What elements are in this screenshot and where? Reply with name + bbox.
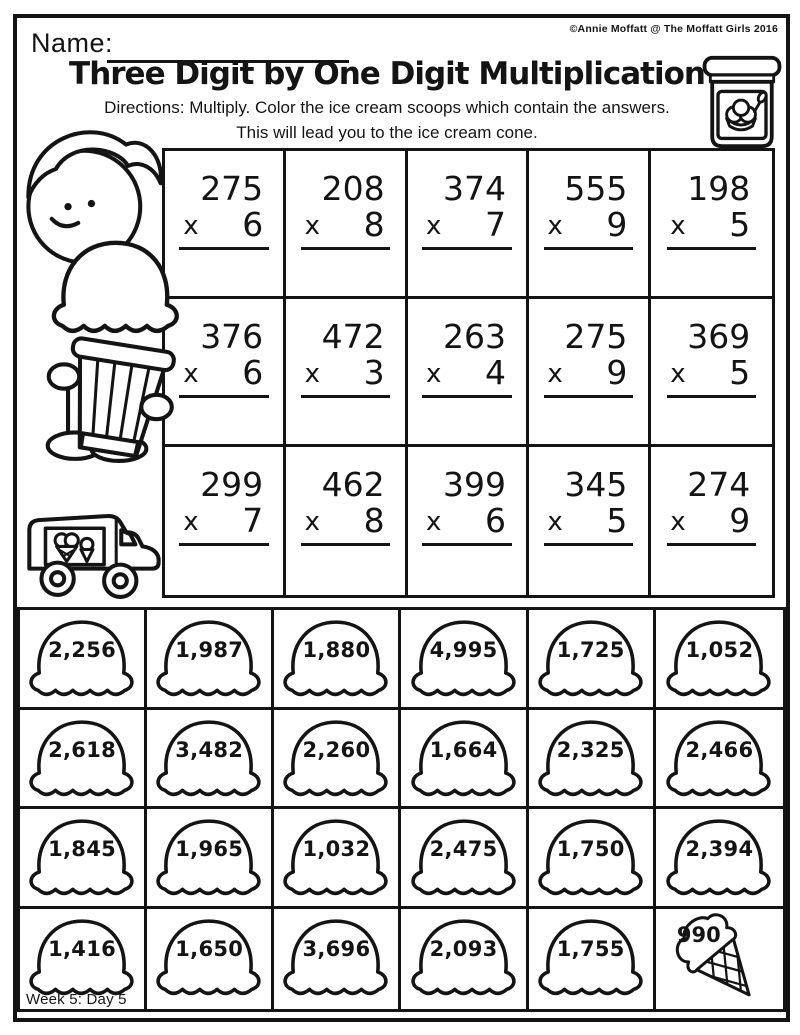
scoop-cell[interactable] xyxy=(401,710,528,810)
multiplication-problem[interactable] xyxy=(408,151,529,299)
multiplier: 3 xyxy=(363,352,385,392)
multiplier: 5 xyxy=(729,352,751,392)
scoop-value: 2,093 xyxy=(429,937,498,962)
times-sign: x xyxy=(670,507,686,538)
times-sign: x xyxy=(547,359,563,390)
scoop-value: 1,416 xyxy=(48,937,117,962)
answer-line xyxy=(301,395,390,398)
answer-line xyxy=(667,543,756,546)
scoop-cell[interactable] xyxy=(401,610,528,710)
answer-line xyxy=(544,395,633,398)
scoop-cell[interactable] xyxy=(147,610,274,710)
times-sign: x xyxy=(670,359,686,390)
directions-line-2: This will lead you to the ice cream cone. xyxy=(236,123,538,142)
scoop-value: 1,755 xyxy=(556,937,625,962)
scoop-value: 3,696 xyxy=(302,937,371,962)
scoop-value: 1,965 xyxy=(175,837,244,862)
multiplication-problem[interactable] xyxy=(408,447,529,595)
kid-holding-ice-cream-art xyxy=(11,110,179,466)
multiplication-problem[interactable] xyxy=(286,447,407,595)
multiplication-problem[interactable] xyxy=(651,151,772,299)
multiplicand: 299 xyxy=(200,465,264,504)
scoop-value: 2,475 xyxy=(429,837,498,862)
copyright-text: ©Annie Moffatt @ The Moffatt Girls 2016 xyxy=(569,23,778,35)
scoop-value: 1,845 xyxy=(48,837,117,862)
times-sign: x xyxy=(183,359,199,390)
times-sign: x xyxy=(183,211,199,242)
multiplicand: 275 xyxy=(200,169,264,208)
times-sign: x xyxy=(304,507,320,538)
scoop-cell[interactable] xyxy=(529,610,656,710)
times-sign: x xyxy=(304,211,320,242)
multiplicand: 208 xyxy=(321,169,385,208)
scoop-value: 1,750 xyxy=(556,837,625,862)
answer-line xyxy=(422,395,511,398)
multiplier: 9 xyxy=(606,204,628,244)
scoop-value: 1,987 xyxy=(175,638,244,662)
scoop-cell[interactable] xyxy=(401,809,528,909)
scoop-cell[interactable] xyxy=(656,710,783,810)
multiplier: 9 xyxy=(606,352,628,392)
scoop-value: 1,650 xyxy=(175,937,244,962)
times-sign: x xyxy=(425,211,442,242)
scoop-cell[interactable] xyxy=(529,909,656,1009)
answer-line xyxy=(544,543,633,546)
scoop-value: 2,256 xyxy=(48,638,117,662)
scoop-value: 1,032 xyxy=(302,837,371,862)
multiplier: 7 xyxy=(484,204,506,244)
times-sign: x xyxy=(304,359,320,390)
directions-line-1: Directions: Multiply. Color the ice cream scoops which contain the answers. xyxy=(104,98,670,117)
multiplication-problem[interactable] xyxy=(529,447,650,595)
multiplicand: 198 xyxy=(687,169,751,208)
scoop-value: 2,260 xyxy=(302,737,371,762)
page-title: Three Digit by One Digit Multiplication xyxy=(69,56,705,92)
multiplicand: 399 xyxy=(442,465,506,504)
multiplication-problem[interactable] xyxy=(408,299,529,447)
scoop-value: 1,725 xyxy=(556,638,625,662)
scoop-cell[interactable] xyxy=(20,710,147,810)
multiplication-problem[interactable] xyxy=(286,151,407,299)
answer-line xyxy=(301,543,390,546)
scoop-cell[interactable] xyxy=(529,809,656,909)
multiplier: 8 xyxy=(363,204,385,244)
scoop-cell[interactable] xyxy=(274,610,401,710)
scoop-cell[interactable] xyxy=(274,809,401,909)
name-label: Name: xyxy=(31,28,114,58)
multiplicand: 374 xyxy=(442,169,506,208)
problems-grid xyxy=(162,148,775,598)
answer-line xyxy=(667,395,756,398)
times-sign: x xyxy=(425,507,442,538)
times-sign: x xyxy=(670,211,686,242)
ice-cream-tub-icon xyxy=(701,54,783,150)
scoop-value: 4,995 xyxy=(429,638,498,662)
scoops-grid xyxy=(17,607,786,1012)
scoop-value: 3,482 xyxy=(175,737,244,762)
times-sign: x xyxy=(547,507,563,538)
scoop-cell[interactable] xyxy=(147,909,274,1009)
answer-line xyxy=(179,247,268,250)
answer-line xyxy=(544,247,633,250)
scoop-cell[interactable] xyxy=(656,610,783,710)
scoop-cell[interactable] xyxy=(147,809,274,909)
answer-line xyxy=(179,395,268,398)
multiplicand: 263 xyxy=(442,317,506,356)
multiplicand: 275 xyxy=(564,317,628,356)
scoop-cell[interactable] xyxy=(274,909,401,1009)
multiplication-problem[interactable] xyxy=(286,299,407,447)
multiplier: 5 xyxy=(729,204,751,244)
multiplication-problem[interactable] xyxy=(165,447,286,595)
answer-line xyxy=(301,247,390,250)
answer-line xyxy=(667,247,756,250)
scoop-value: 2,618 xyxy=(48,737,117,762)
answer-line xyxy=(422,247,511,250)
multiplication-problem[interactable] xyxy=(651,299,772,447)
multiplication-problem[interactable] xyxy=(651,447,772,595)
scoop-cell[interactable] xyxy=(529,710,656,810)
scoop-cell[interactable] xyxy=(20,909,147,1009)
multiplication-problem[interactable] xyxy=(165,299,286,447)
multiplication-problem[interactable] xyxy=(529,151,650,299)
multiplicand: 555 xyxy=(564,169,628,208)
scoop-cell[interactable] xyxy=(20,809,147,909)
multiplicand: 462 xyxy=(321,465,385,504)
scoop-value: 2,394 xyxy=(685,837,754,862)
multiplier: 8 xyxy=(363,500,385,540)
scoop-cell[interactable] xyxy=(274,710,401,810)
scoop-value: 2,466 xyxy=(685,737,754,762)
answer-line xyxy=(422,543,511,546)
multiplier: 5 xyxy=(606,500,628,540)
scoop-cell[interactable] xyxy=(656,809,783,909)
scoop-cell[interactable] xyxy=(401,909,528,1009)
cone-value: 990 xyxy=(676,923,721,948)
multiplicand: 376 xyxy=(200,317,264,356)
multiplier: 6 xyxy=(242,352,264,392)
multiplicand: 369 xyxy=(687,317,751,356)
scoop-value: 2,325 xyxy=(556,737,625,762)
ice-cream-truck-icon xyxy=(19,504,173,603)
multiplication-problem[interactable] xyxy=(529,299,650,447)
cone-goal-cell[interactable] xyxy=(656,909,783,1009)
scoop-value: 1,052 xyxy=(685,638,754,662)
multiplicand: 274 xyxy=(687,465,751,504)
multiplier: 6 xyxy=(242,204,264,244)
scoop-cell[interactable] xyxy=(20,610,147,710)
scoop-value: 1,880 xyxy=(302,638,371,662)
page-border xyxy=(13,14,790,1022)
multiplication-problem[interactable] xyxy=(165,151,286,299)
times-sign: x xyxy=(547,211,563,242)
answer-line xyxy=(179,543,268,546)
scoop-cell[interactable] xyxy=(147,710,274,810)
multiplicand: 345 xyxy=(564,465,628,504)
scoop-value: 1,664 xyxy=(429,737,498,762)
multiplier: 4 xyxy=(484,352,506,392)
multiplicand: 472 xyxy=(321,317,385,356)
multiplier: 7 xyxy=(242,500,264,540)
week-day-label: Week 5: Day 5 xyxy=(26,990,127,1008)
times-sign: x xyxy=(183,507,199,538)
multiplier: 9 xyxy=(729,500,751,540)
times-sign: x xyxy=(425,359,442,390)
multiplier: 6 xyxy=(484,500,506,540)
